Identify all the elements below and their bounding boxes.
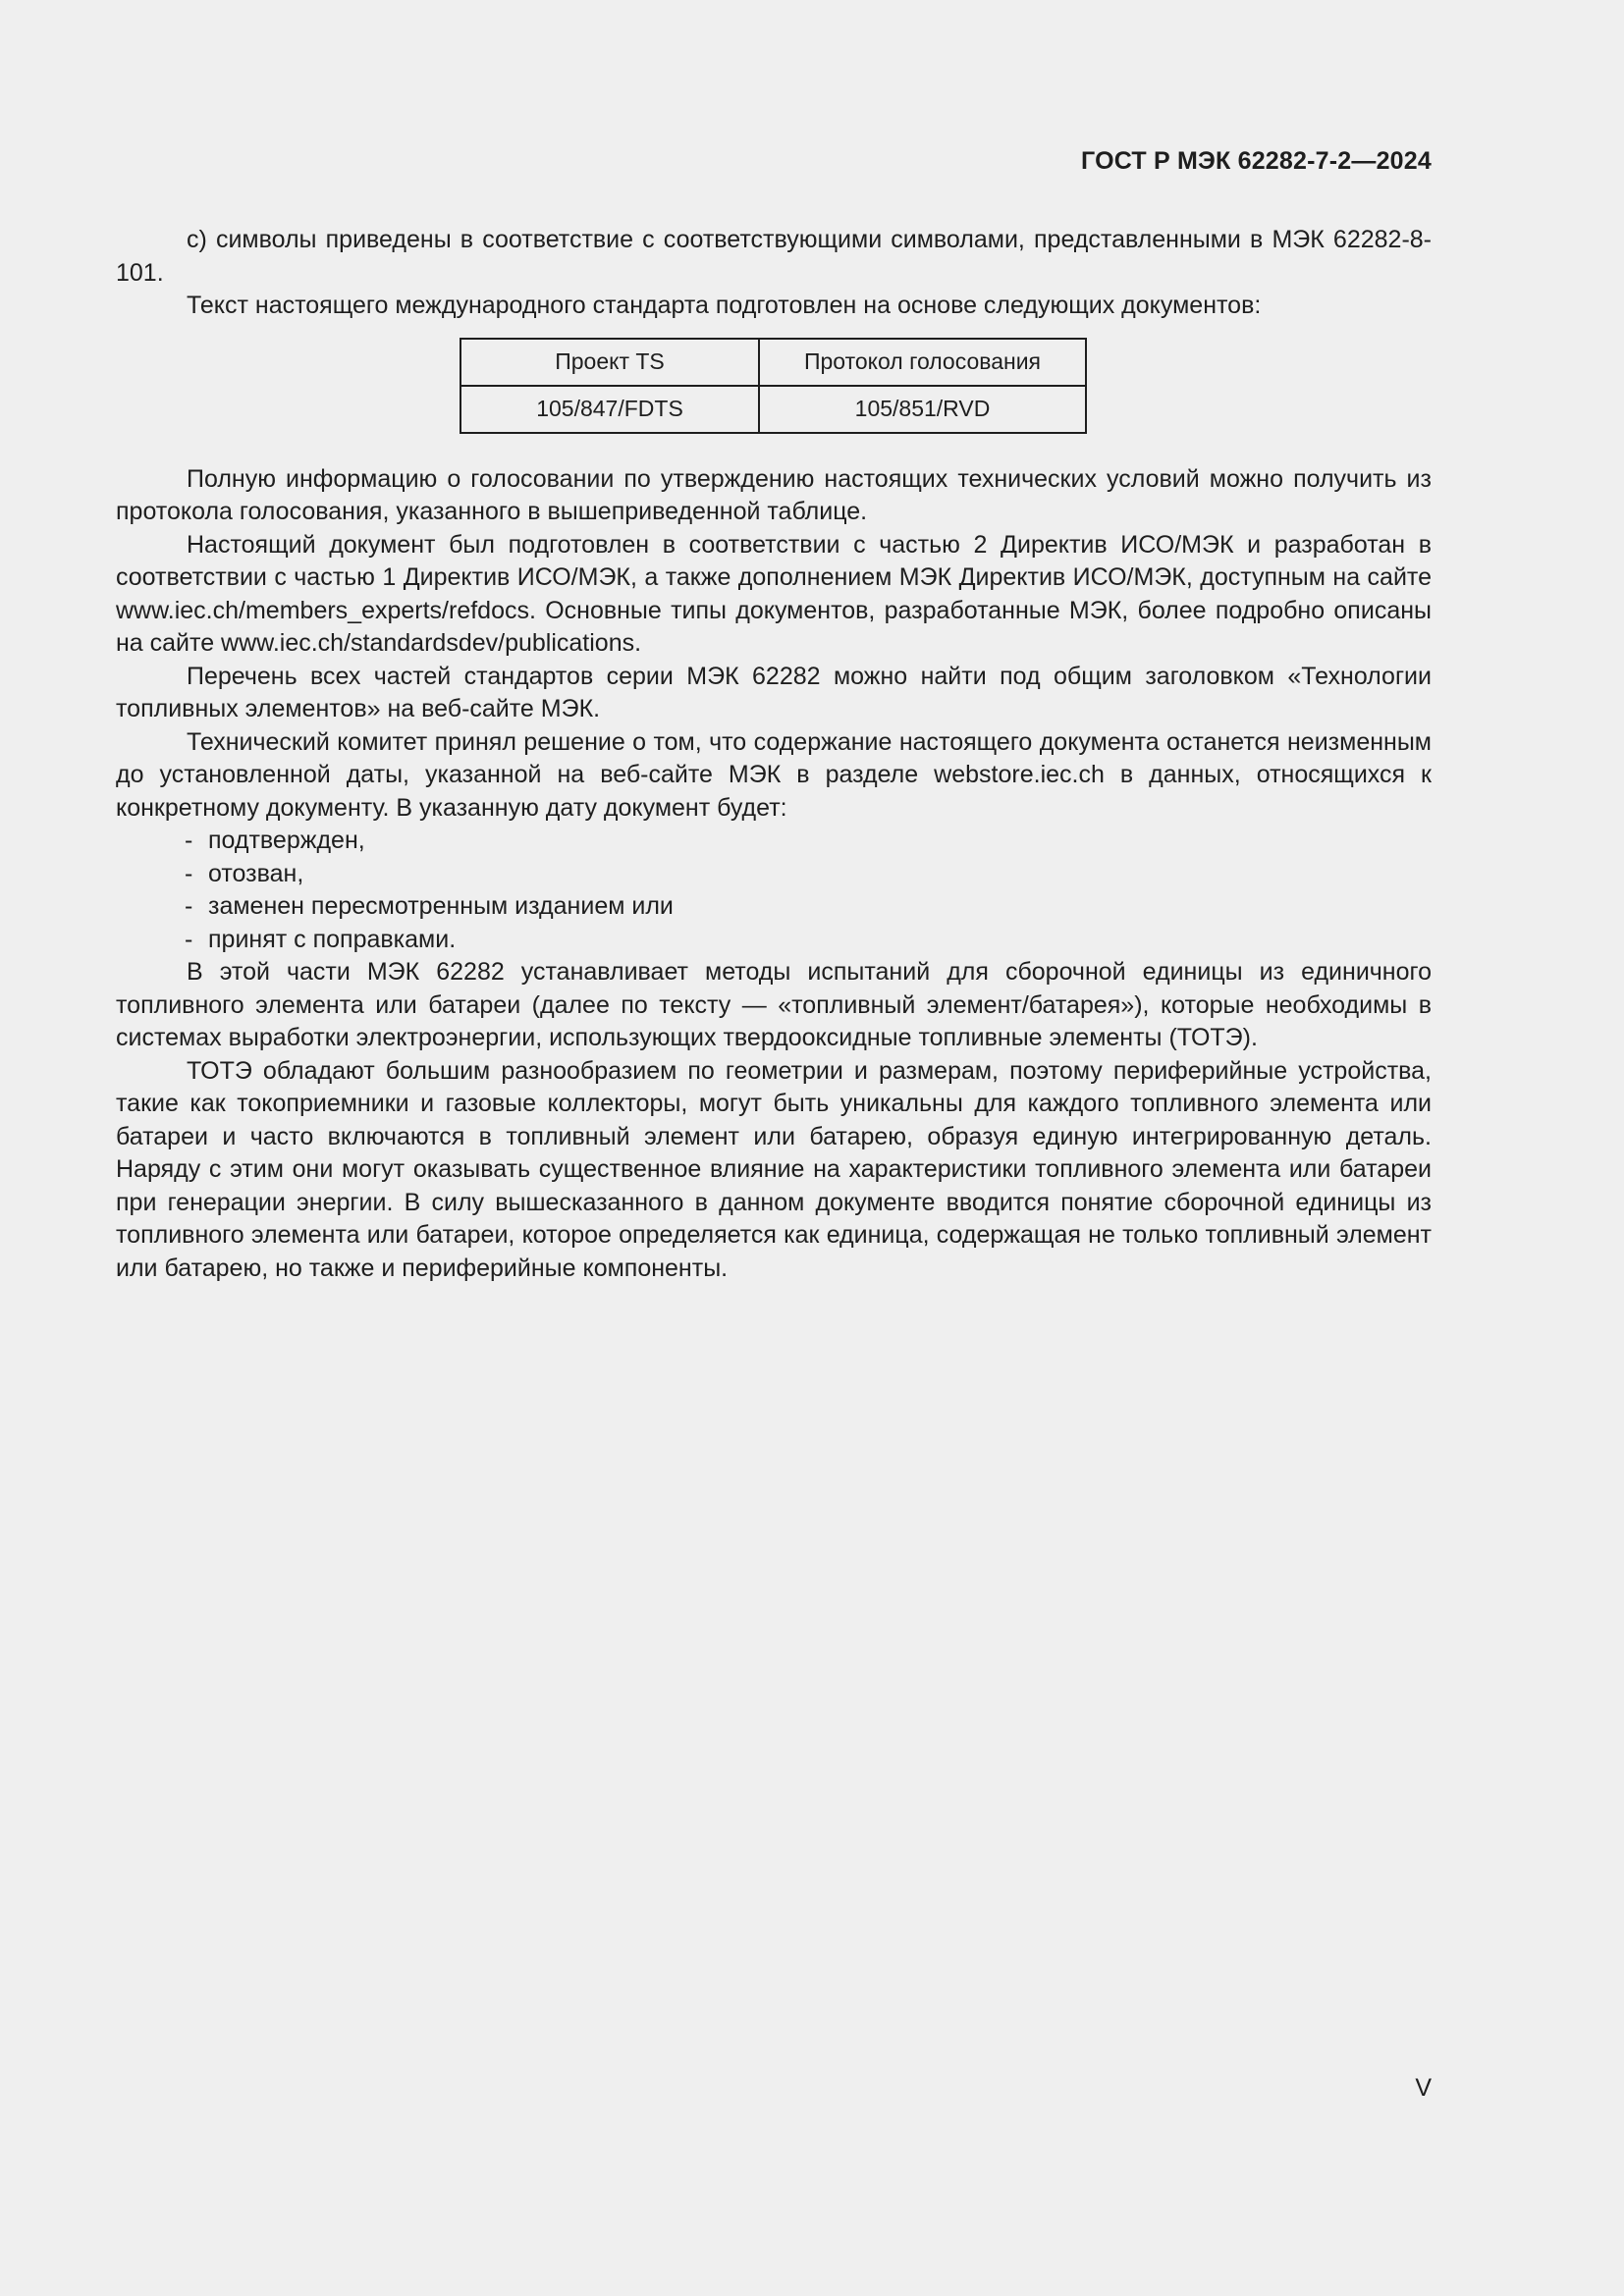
paragraph-item-c: c) символы приведены в соответствие с соответствующими символами, представленными в МЭК 62282-8-101. (116, 226, 1432, 287)
paragraph-scope: В этой части МЭК 62282 устанавливает методы испытаний для сборочной единицы из единичного топливного элемента или батареи (далее по тексту — «топливный элемент/батарея»), которые необходимы в системах выработки электроэнергии, использующих твердооксидные топливные элементы (ТОТЭ). (116, 958, 1432, 1051)
table-header-cell: Протокол голосования (759, 339, 1086, 386)
table-header-cell: Проект TS (460, 339, 759, 386)
voting-table (460, 338, 1087, 434)
list-marker: - (185, 827, 193, 854)
paragraph-source-intro: Текст настоящего международного стандарта подготовлен на основе следующих документов: (187, 292, 1262, 319)
table-cell: 105/851/RVD (759, 386, 1086, 433)
list-marker: - (185, 859, 193, 887)
paragraph-sofc-description: ТОТЭ обладают большим разнообразием по геометрии и размерам, поэтому периферийные устройства, такие как токоприемники и газовые коллекторы, могут быть уникальны для каждого топливного элемента или батареи и часто включаются в топливный элемент или батарею, образуя единую интегрированную деталь. Наряду с этим они могут оказывать существенное влияние на характеристики топливного элемента или батареи при генерации энергии. В силу вышесказанного в данном документе вводится понятие сборочной единицы из топливного элемента или батареи, которое определяется как единица, содержащая не только топливный элемент или батарею, но также и периферийные компоненты. (116, 1056, 1432, 1282)
page-number: V (1415, 2074, 1432, 2102)
paragraph-directives: Настоящий документ был подготовлен в соответствии с частью 2 Директив ИСО/МЭК и разработан в соответствии с частью 1 Директив ИСО/МЭК, а также дополнением МЭК Директив ИСО/МЭК, доступным на сайте www.iec.ch/members_experts/refdocs. Основные типы документов, разработанные МЭК, более подробно описаны на сайте www.iec.ch/standardsdev/publications. (116, 530, 1432, 657)
list-item: - подтвержден, (116, 825, 1432, 858)
table-cell: 105/847/FDTS (460, 386, 759, 433)
document-designation: ГОСТ Р МЭК 62282-7-2—2024 (1081, 147, 1432, 175)
list-item: - отозван, (116, 858, 1432, 891)
list-item: - заменен пересмотренным изданием или (116, 890, 1432, 924)
document-body (116, 224, 1432, 1285)
list-marker: - (185, 892, 193, 920)
paragraph-series-parts: Перечень всех частей стандартов серии МЭК 62282 можно найти под общим заголовком «Технологии топливных элементов» на веб-сайте МЭК. (116, 662, 1432, 722)
table-header-row (460, 339, 1086, 386)
paragraph-stability-date: Технический комитет принял решение о том, что содержание настоящего документа останется неизменным до установленной даты, указанной на веб-сайте МЭК в разделе webstore.iec.ch в данных, относящихся к конкретному документу. В указанную дату документ будет: (116, 727, 1432, 822)
list-item: - принят с поправками. (116, 924, 1432, 957)
table-row (460, 386, 1086, 433)
paragraph-voting-info: Полную информацию о голосовании по утверждению настоящих технических условий можно получить из протокола голосования, указанного в вышеприведенной таблице. (116, 464, 1432, 525)
list-marker: - (185, 925, 193, 953)
